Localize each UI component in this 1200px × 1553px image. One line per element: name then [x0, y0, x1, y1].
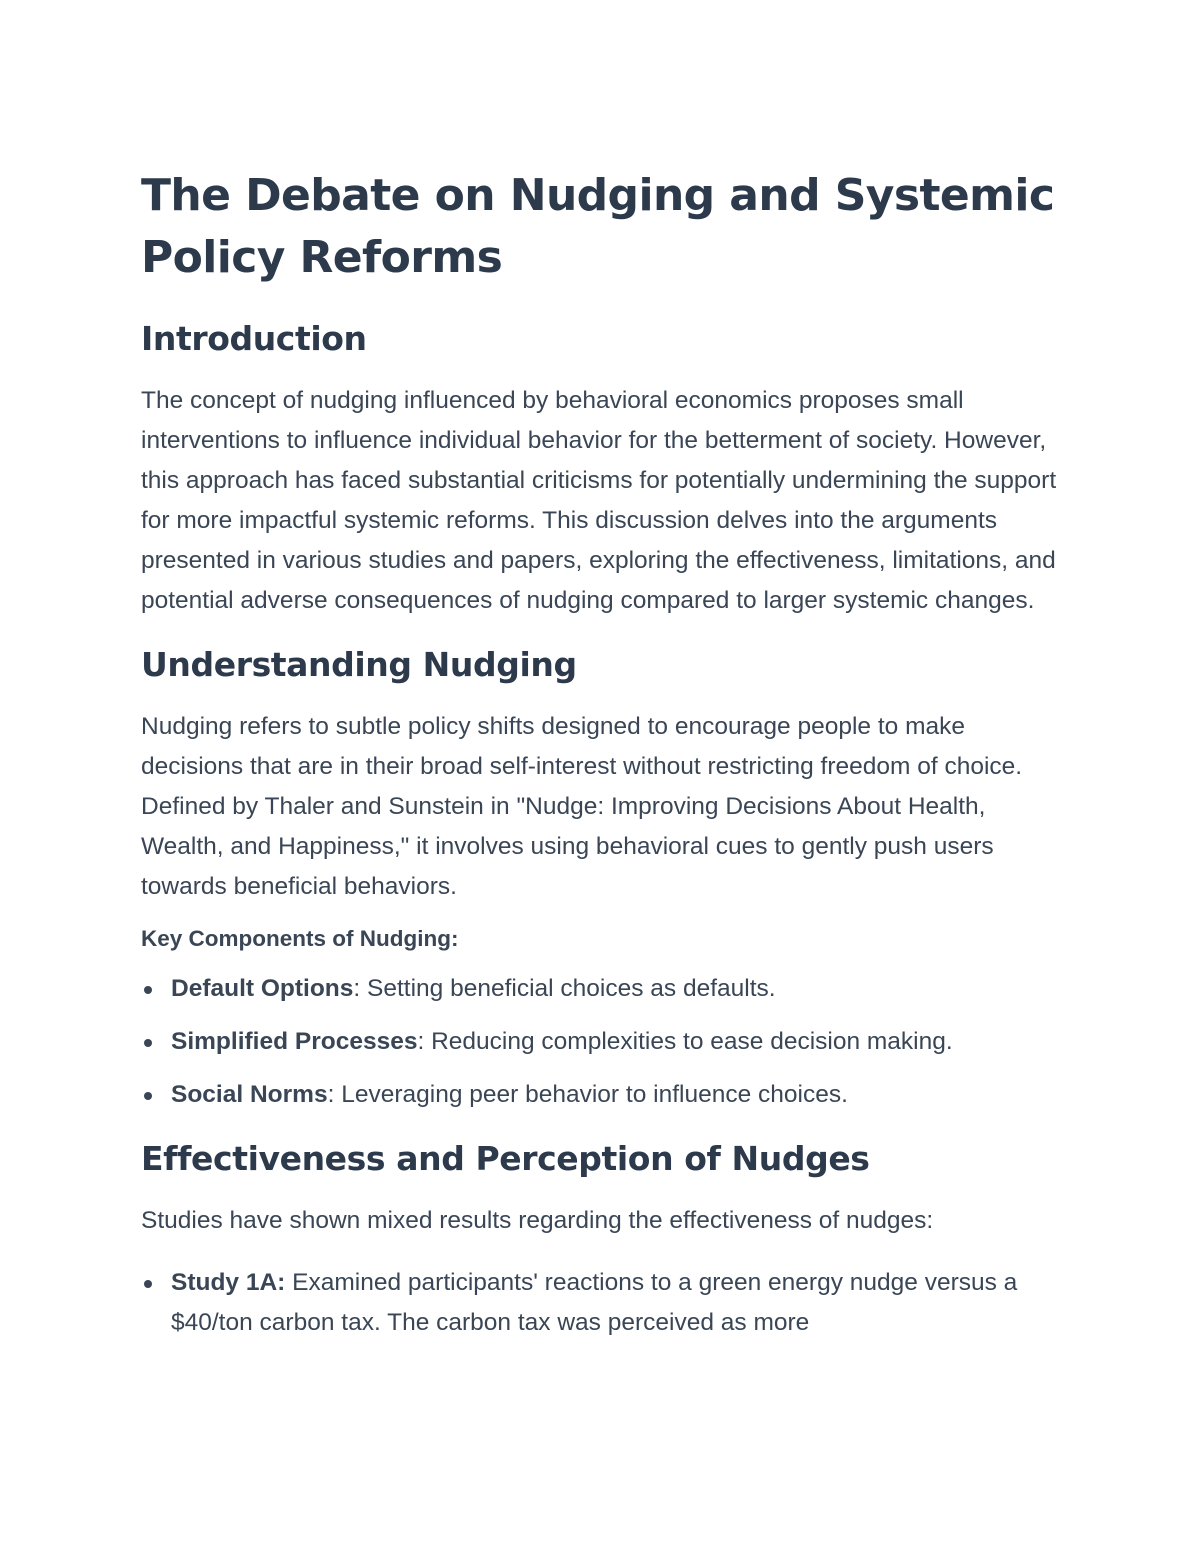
list-item-desc: Reducing complexities to ease decision making.: [424, 1028, 953, 1055]
list-item-desc: Examined participants' reactions to a green energy nudge versus a $40/ton carbon tax. The carbon tax was perceived as more: [171, 1269, 1018, 1336]
effectiveness-paragraph: Studies have shown mixed results regarding the effectiveness of nudges:: [141, 1207, 934, 1234]
section-heading-introduction: Introduction: [141, 319, 367, 358]
list-item: [141, 1075, 1061, 1115]
understanding-paragraph: Nudging refers to subtle policy shifts designed to encourage people to make decisions that are in their broad self-interest without restricting freedom of choice. Defined by Thaler and Sunstein in "Nudge: Improving Decisions About Health, Wealth, and Happiness," it involves using behavioral cues to gently push users towards beneficial behaviors.: [141, 713, 1023, 900]
list-item-term: Study 1A:: [171, 1269, 286, 1296]
studies-list: [141, 1263, 1061, 1343]
document-title: The Debate on Nudging and Systemic Policy Reforms: [141, 170, 1055, 283]
list-item-term: Default Options: [171, 975, 354, 1002]
list-item-sep: :: [417, 1028, 425, 1055]
list-item: [141, 969, 1061, 1009]
list-item-desc: Setting beneficial choices as defaults.: [360, 975, 776, 1002]
key-components-list: [141, 969, 1061, 1115]
list-item-desc: Leveraging peer behavior to influence choices.: [334, 1081, 848, 1108]
list-item: [141, 1022, 1061, 1062]
list-item-term: Social Norms: [171, 1081, 328, 1108]
key-components-label: Key Components of Nudging:: [141, 926, 459, 951]
list-item-sep: :: [327, 1081, 335, 1108]
section-heading-effectiveness: Effectiveness and Perception of Nudges: [141, 1139, 870, 1178]
list-item-sep: :: [353, 975, 361, 1002]
list-item-term: Simplified Processes: [171, 1028, 418, 1055]
list-item: [141, 1263, 1061, 1343]
section-heading-understanding-nudging: Understanding Nudging: [141, 645, 577, 684]
document-page: [141, 165, 1061, 1365]
introduction-paragraph: The concept of nudging influenced by behavioral economics proposes small interventions to influence individual behavior for the betterment of society. However, this approach has faced substantial criticisms for potentially undermining the support for more impactful systemic reforms. This discussion delves into the arguments presented in various studies and papers, exploring the effectiveness, limitations, and potential adverse consequences of nudging compared to larger systemic changes.: [141, 387, 1057, 614]
